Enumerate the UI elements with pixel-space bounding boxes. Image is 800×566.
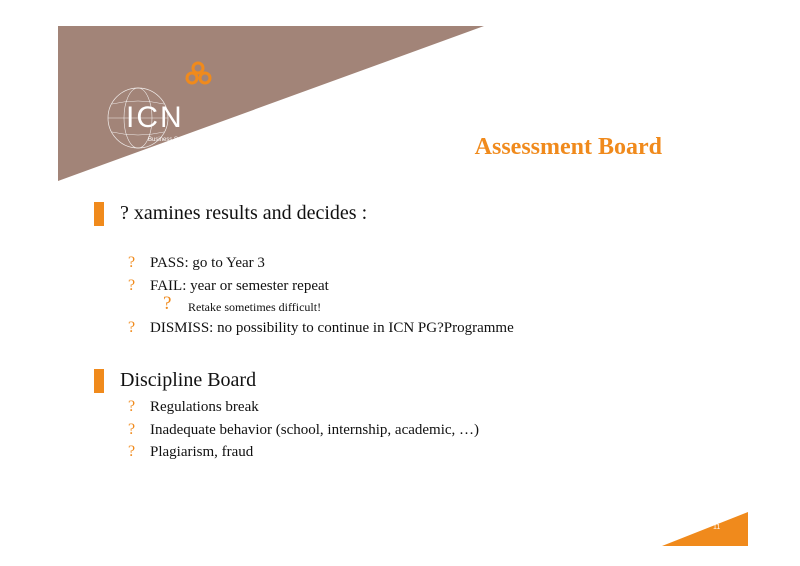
- list-item: Plagiarism, fraud: [150, 444, 254, 460]
- bullet-icon: ?: [128, 319, 136, 336]
- list-item: PASS: go to Year 3: [150, 255, 265, 271]
- orange-rings-icon: [187, 63, 210, 83]
- logo-tagline-2: learning by results: [163, 147, 204, 153]
- list-item: Inadequate behavior (school, internship, academic, …): [150, 422, 480, 438]
- list-item: Regulations break: [150, 399, 259, 415]
- section-marker-2: [94, 369, 104, 393]
- page-number: 11: [713, 524, 721, 531]
- section-marker-1: [94, 202, 104, 226]
- bullet-icon: ?: [128, 277, 136, 294]
- bullet-icon: ?: [128, 398, 136, 415]
- corner-accent: [662, 512, 748, 546]
- slide-title: Assessment Board: [474, 134, 662, 160]
- slide: [58, 26, 748, 546]
- bullet-icon: ?: [128, 421, 136, 438]
- bullet-icon: ?: [128, 443, 136, 460]
- section-heading-2: Discipline Board: [120, 369, 257, 391]
- sub-bullet-icon: ?: [163, 293, 172, 314]
- logo-tagline-1: Business School: [148, 137, 193, 143]
- list-item: FAIL: year or semester repeat: [150, 278, 329, 294]
- section-heading-1: ? xamines results and decides :: [120, 202, 368, 224]
- bullet-icon: ?: [128, 254, 136, 271]
- logo-wordmark: ICN: [126, 101, 184, 134]
- list-item: DISMISS: no possibility to continue in ICN PG?Programme: [150, 320, 514, 336]
- sub-list-item: Retake sometimes difficult!: [188, 300, 322, 314]
